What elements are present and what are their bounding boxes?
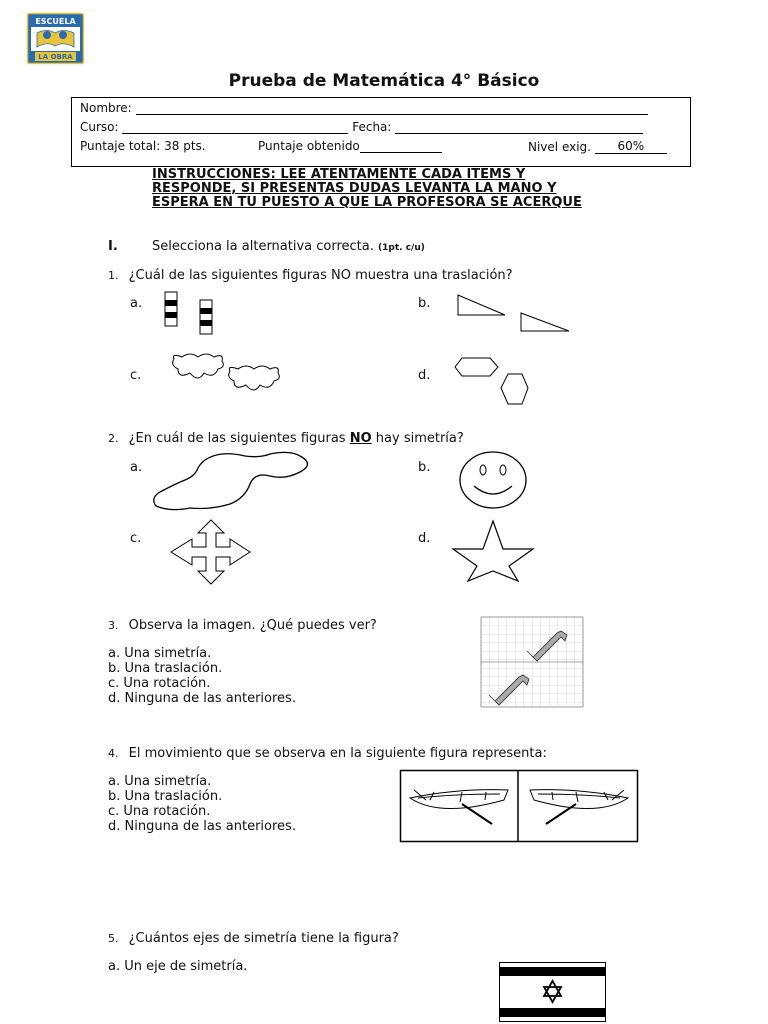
question-2 xyxy=(108,431,464,446)
nivel-row xyxy=(528,139,667,154)
logo-bottom-text: LA OBRA xyxy=(38,53,73,61)
q3-text: Observa la imagen. ¿Qué puedes ver? xyxy=(128,618,377,633)
q2-figure-c-four-way-arrow xyxy=(168,519,254,585)
instructions-line-1: INSTRUCCIONES: LEE ATENTAMENTE CADA ITEMS Y xyxy=(152,167,526,182)
nombre-row xyxy=(80,101,648,115)
q2-option-b-label[interactable]: b. xyxy=(418,460,431,475)
q2-text-bold: NO xyxy=(349,431,372,446)
q2-option-d-label[interactable]: d. xyxy=(418,531,431,546)
section-heading xyxy=(152,239,425,256)
q4-boats-figure xyxy=(400,770,638,842)
q2-figure-d-star xyxy=(450,519,536,583)
section-text: Selecciona la alternativa correcta. xyxy=(152,239,374,254)
page-title: Prueba de Matemática 4° Básico xyxy=(228,71,540,91)
nombre-field[interactable] xyxy=(136,114,648,115)
instructions xyxy=(152,168,582,210)
q2-text-before: ¿En cuál de las siguientes figuras xyxy=(128,431,350,446)
nivel-value: 60% xyxy=(595,139,667,154)
q5-number: 5. xyxy=(108,932,119,945)
question-3 xyxy=(108,618,377,633)
q4-number: 4. xyxy=(108,747,119,760)
q1-option-a-label[interactable]: a. xyxy=(130,296,143,311)
curso-field[interactable] xyxy=(122,133,348,134)
q2-number: 2. xyxy=(108,432,119,445)
q3-options xyxy=(108,646,296,706)
logo-top-text: ESCUELA xyxy=(35,17,76,26)
instructions-line-3: ESPERA EN TU PUESTO A QUE LA PROFESORA SE ACERQUE xyxy=(152,195,582,210)
q2-figure-b-smiley xyxy=(456,450,532,510)
q4-option-d[interactable]: d. Ninguna de las anteriores. xyxy=(108,819,296,834)
q2-figure-a-irregular-blob xyxy=(150,450,320,516)
nombre-label: Nombre: xyxy=(80,101,132,115)
q1-text: ¿Cuál de las siguientes figuras NO muestra una traslación? xyxy=(128,268,513,283)
q2-option-c-label[interactable]: c. xyxy=(130,531,142,546)
q4-option-a[interactable]: a. Una simetría. xyxy=(108,774,212,789)
section-numeral: I. xyxy=(108,239,118,254)
puntaje-obtenido-field[interactable] xyxy=(360,152,442,153)
q1-figure-d-hexagons xyxy=(452,354,532,410)
q3-option-a[interactable]: a. Una simetría. xyxy=(108,646,212,661)
q5-text: ¿Cuántos ejes de simetría tiene la figura? xyxy=(128,931,399,946)
fecha-label: Fecha: xyxy=(352,120,392,134)
q1-figure-b-triangles xyxy=(455,293,575,335)
q1-option-b-label[interactable]: b. xyxy=(418,296,431,311)
puntaje-obtenido-label: Puntaje obtenido xyxy=(258,139,360,153)
q1-figure-a-striped-bars xyxy=(160,290,220,336)
puntaje-obtenido-row xyxy=(258,139,442,153)
fecha-field[interactable] xyxy=(395,133,643,134)
q1-option-c-label[interactable]: c. xyxy=(130,368,142,383)
instructions-line-2: RESPONDE, SI PRESENTAS DUDAS LEVANTA LA MANO Y xyxy=(152,181,557,196)
q2-option-a-label[interactable]: a. xyxy=(130,460,143,475)
q3-option-c[interactable]: c. Una rotación. xyxy=(108,676,211,691)
q4-option-b[interactable]: b. Una traslación. xyxy=(108,789,223,804)
q1-number: 1. xyxy=(108,269,119,282)
student-info-box xyxy=(71,97,691,167)
puntaje-total: Puntaje total: 38 pts. xyxy=(80,139,206,153)
q3-option-b[interactable]: b. Una traslación. xyxy=(108,661,223,676)
q1-figure-c-clouds xyxy=(168,353,283,395)
nivel-label: Nivel exig. xyxy=(528,140,591,154)
q2-text-after: hay simetría? xyxy=(371,431,464,446)
q3-option-d[interactable]: d. Ninguna de las anteriores. xyxy=(108,691,296,706)
q4-options xyxy=(108,774,296,834)
q1-option-d-label[interactable]: d. xyxy=(418,368,431,383)
q3-grid-figure xyxy=(481,617,583,707)
curso-label: Curso: xyxy=(80,120,119,134)
section-points: (1pt. c/u) xyxy=(378,243,425,253)
question-1 xyxy=(108,268,513,283)
curso-fecha-row xyxy=(80,120,643,134)
school-logo xyxy=(27,13,84,64)
q4-option-c[interactable]: c. Una rotación. xyxy=(108,804,211,819)
q4-text: El movimiento que se observa en la siguiente figura representa: xyxy=(128,746,547,761)
q5-flag-figure xyxy=(499,962,606,1022)
question-5 xyxy=(108,931,399,946)
q3-number: 3. xyxy=(108,619,119,632)
q5-option-a[interactable]: a. Un eje de simetría. xyxy=(108,959,248,974)
question-4 xyxy=(108,746,547,761)
